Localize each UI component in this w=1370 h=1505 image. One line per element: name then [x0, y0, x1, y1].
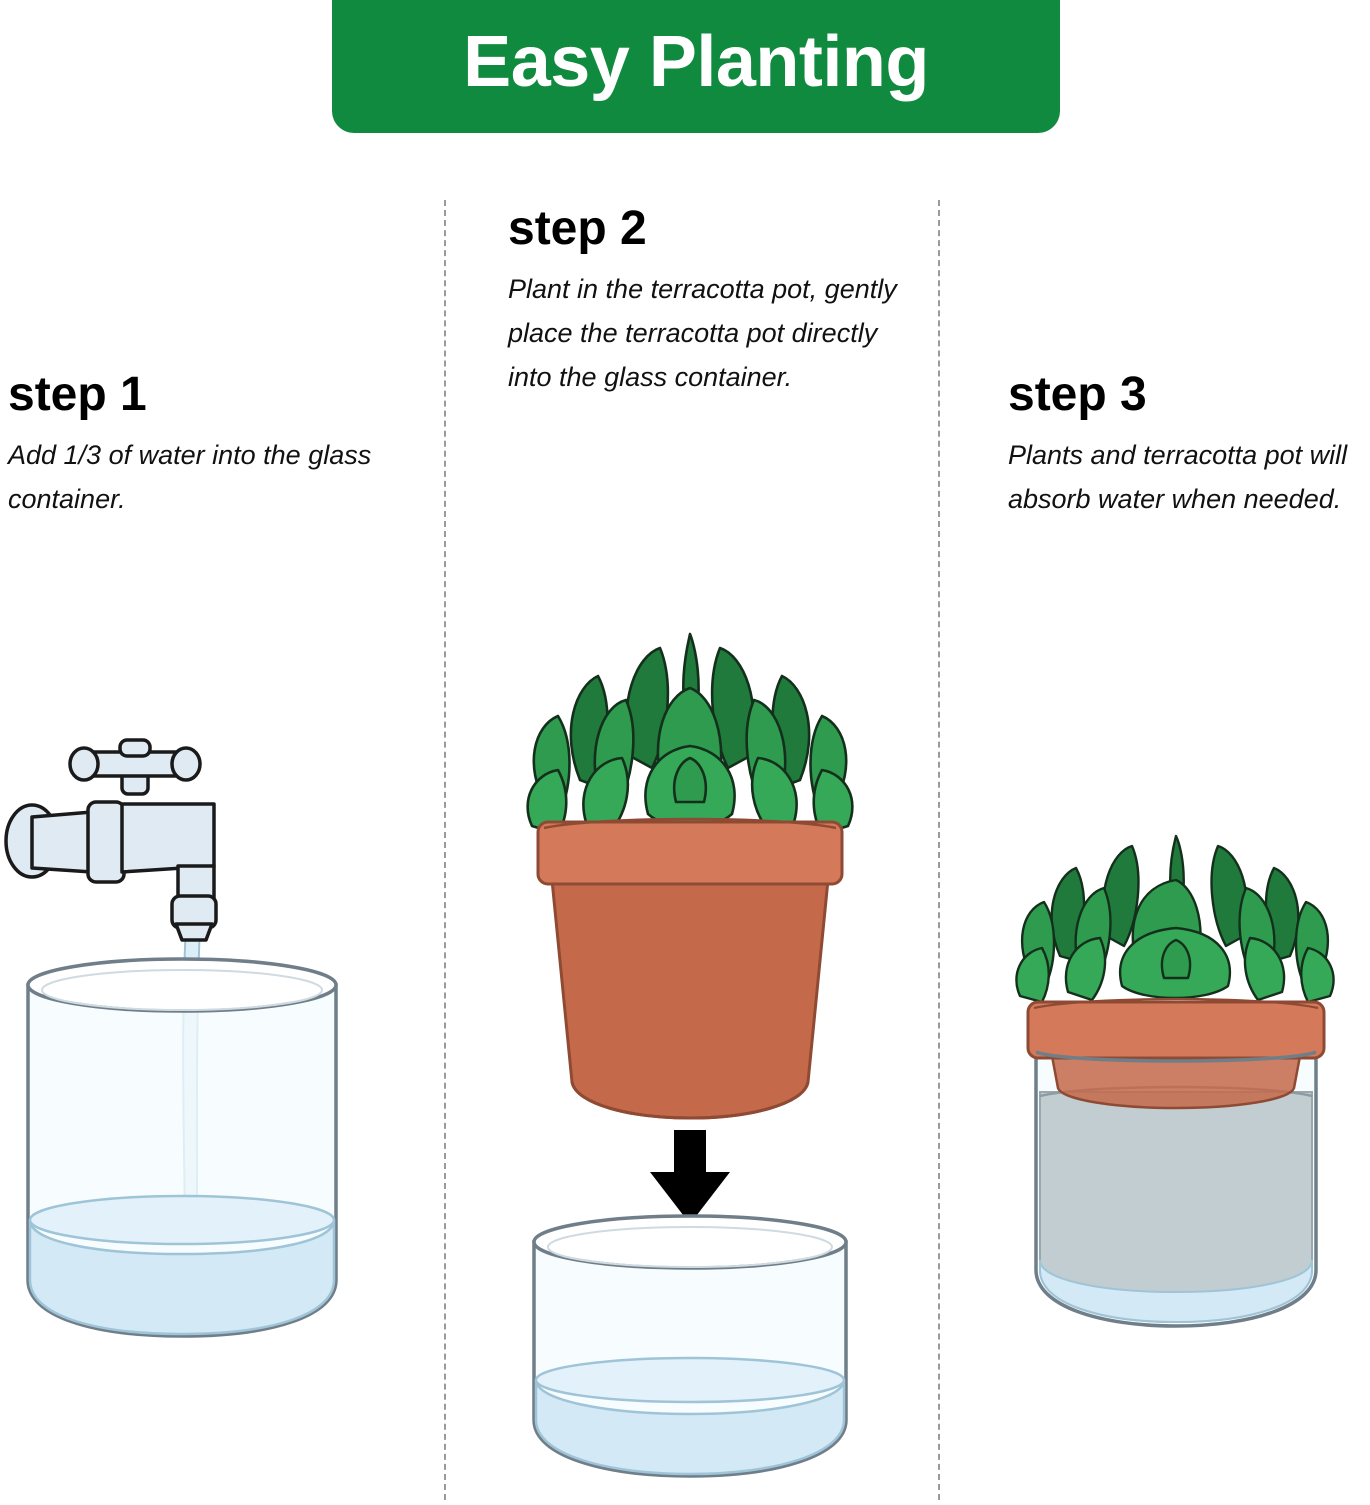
step-3-illustration	[990, 820, 1370, 1385]
step-2-column	[508, 204, 898, 400]
terracotta-pot	[1028, 999, 1324, 1108]
step-3-column	[1008, 370, 1370, 522]
step-1-illustration	[0, 720, 400, 1385]
step-2-description: Plant in the terracotta pot, gently place the terracotta pot directly into the glass container.	[508, 274, 897, 392]
step-1-column	[8, 370, 378, 522]
step-1-heading: step 1	[8, 368, 147, 421]
glass-container	[534, 1216, 846, 1476]
down-arrow-icon	[650, 1130, 730, 1224]
step-1-description: Add 1/3 of water into the glass container.	[8, 440, 372, 515]
column-divider-2	[938, 200, 940, 1500]
step-2-illustration	[480, 590, 900, 1505]
column-divider-1	[444, 200, 446, 1500]
step-3-heading: step 3	[1008, 368, 1147, 421]
faucet-icon	[6, 740, 216, 940]
succulent-plant	[1016, 836, 1333, 1002]
title-banner	[332, 0, 1060, 133]
step-2-heading: step 2	[508, 202, 647, 255]
page-title: Easy Planting	[463, 21, 929, 102]
glass-container	[28, 959, 336, 1336]
step-3-description: Plants and terracotta pot will absorb water when needed.	[1008, 440, 1348, 515]
succulent-plant	[528, 634, 853, 834]
terracotta-pot	[538, 819, 842, 1118]
